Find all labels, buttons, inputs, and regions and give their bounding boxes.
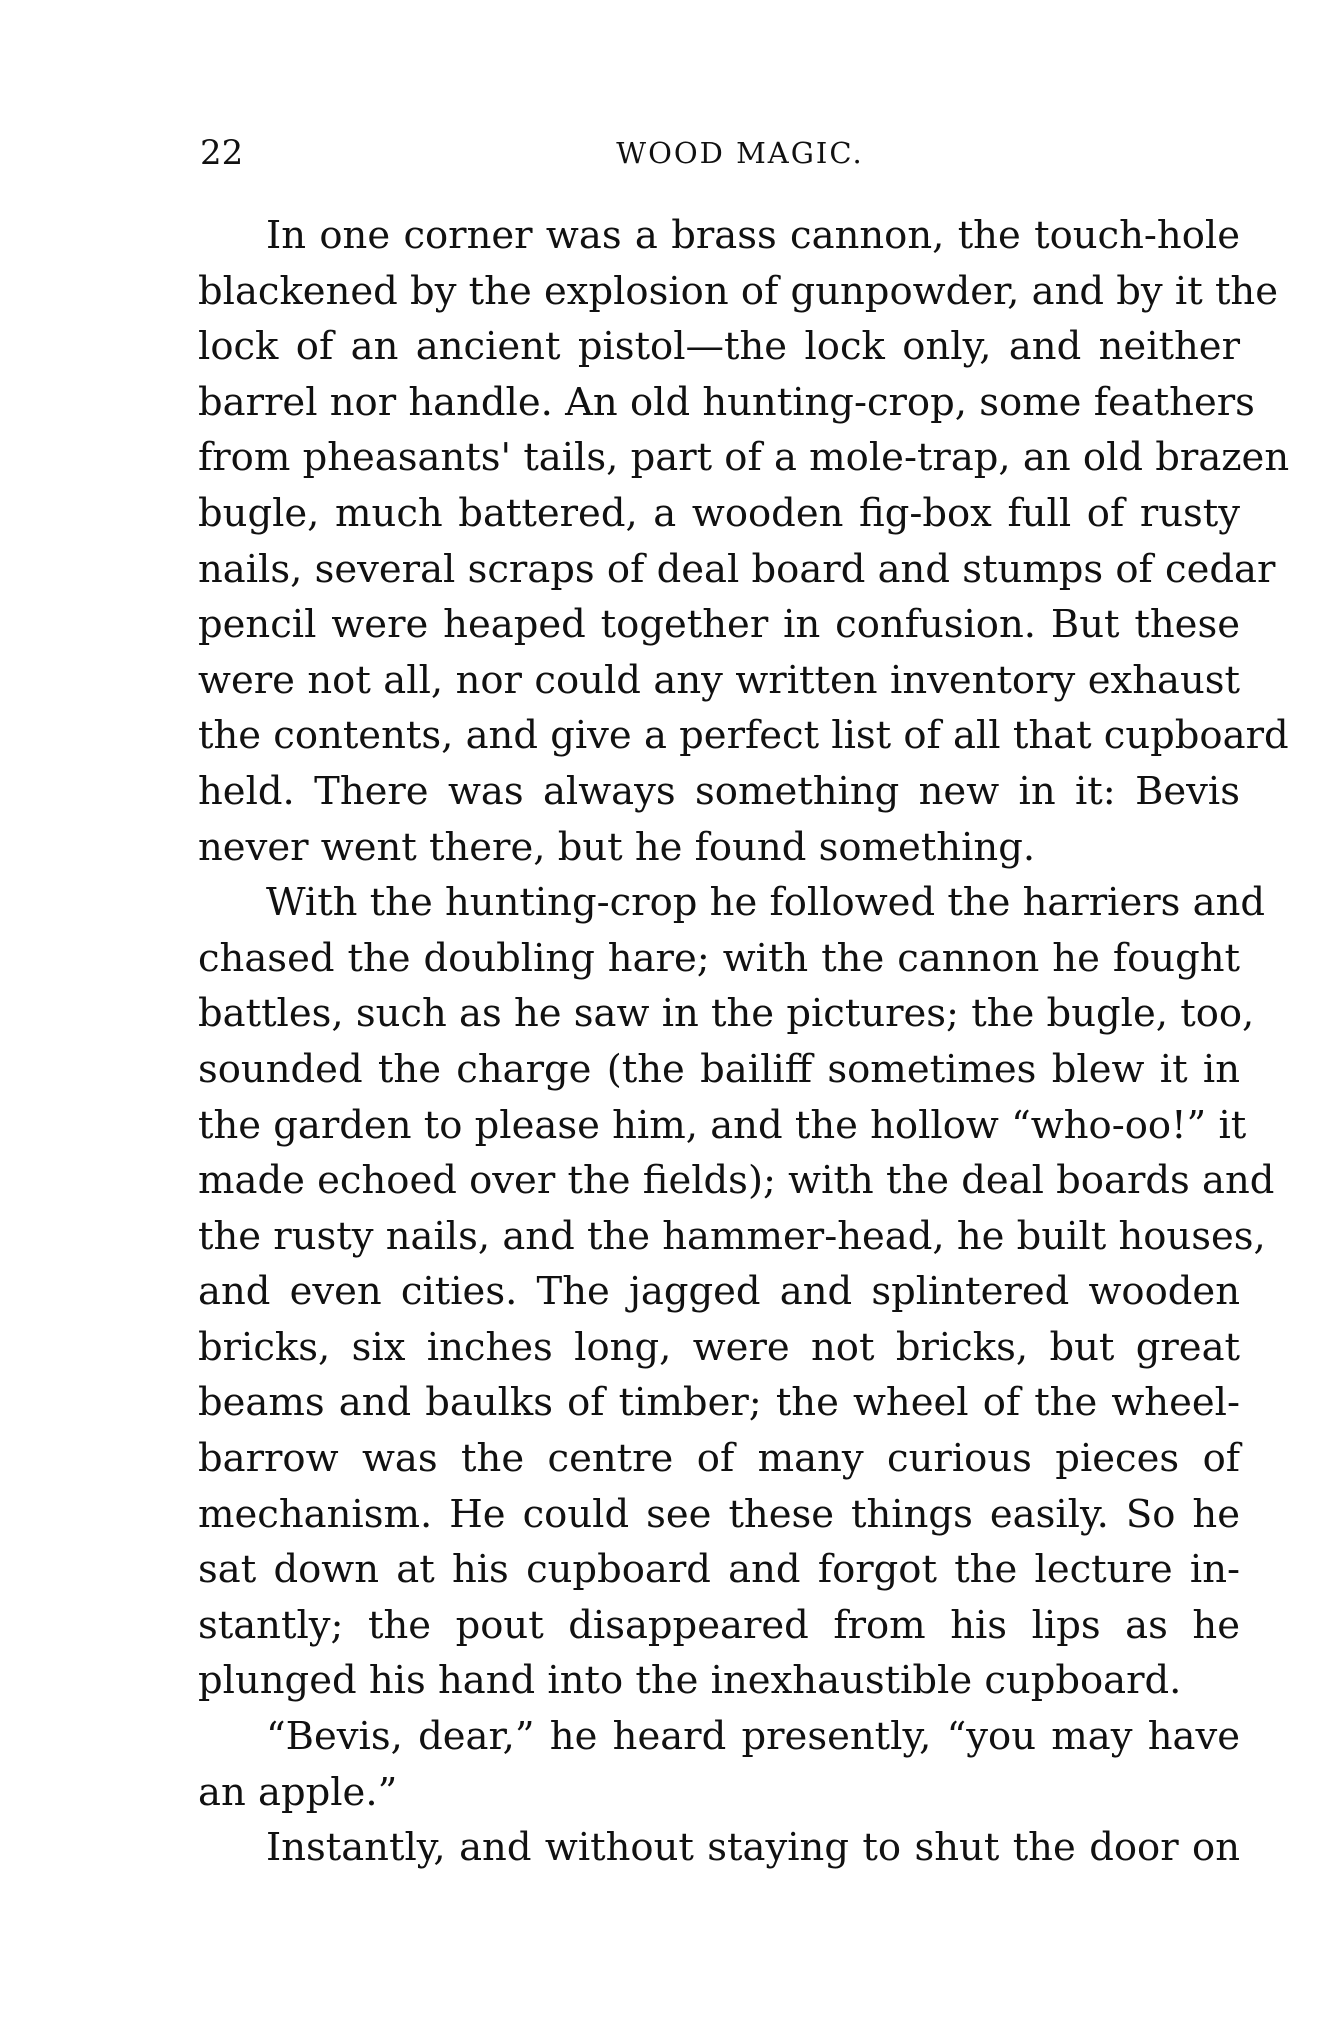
text-line: made echoed over the fields); with the deal boards and <box>198 1158 1275 1204</box>
text-line: “Bevis, dear,” he heard presently, “you may have <box>266 1714 1240 1760</box>
running-title: WOOD MAGIC. <box>616 136 864 170</box>
running-head <box>200 128 1240 178</box>
text-line: lock of an ancient pistol—the lock only, and neither <box>198 324 1240 370</box>
paragraph <box>198 208 1290 875</box>
text-line: chased the doubling hare; with the cannon he fought <box>198 935 1240 981</box>
text-line: mechanism. He could see these things easily. So he <box>198 1491 1240 1537</box>
text-line: sat down at his cupboard and forgot the lecture in- <box>198 1547 1240 1593</box>
text-line: never went there, but he found something. <box>198 824 1036 870</box>
text-line: the rusty nails, and the hammer-head, he built houses, <box>198 1213 1266 1259</box>
text-line: held. There was always something new in it: Bevis <box>198 768 1240 814</box>
text-line: the garden to please him, and the hollow “who-oo!” it <box>198 1102 1247 1148</box>
text-line: nails, several scraps of deal board and stumps of cedar <box>198 546 1276 592</box>
paragraph <box>198 1820 1240 1876</box>
text-line: and even cities. The jagged and splintered wooden <box>198 1269 1240 1315</box>
text-line: an apple.” <box>198 1769 398 1815</box>
text-line: blackened by the explosion of gunpowder, and by it the <box>198 268 1278 314</box>
text-line: plunged his hand into the inexhaustible cupboard. <box>198 1658 1182 1704</box>
text-line: beams and baulks of timber; the wheel of the wheel- <box>198 1380 1240 1426</box>
text-line: barrow was the centre of many curious pieces of <box>198 1436 1240 1482</box>
text-line: stantly; the pout disappeared from his lips as he <box>198 1602 1240 1648</box>
text-line: With the hunting-crop he followed the harriers and <box>266 880 1266 926</box>
text-line: the contents, and give a perfect list of all that cupboard <box>198 713 1289 759</box>
text-line: were not all, nor could any written inventory exhaust <box>198 657 1240 703</box>
text-line: bugle, much battered, a wooden fig-box full of rusty <box>198 490 1240 536</box>
text-line: pencil were heaped together in confusion. But these <box>198 602 1240 648</box>
text-line: sounded the charge (the bailiff sometimes blew it in <box>198 1046 1240 1092</box>
paragraph <box>198 1709 1240 1820</box>
text-line: Instantly, and without staying to shut the door on <box>266 1825 1240 1871</box>
text-line: bricks, six inches long, were not bricks, but great <box>198 1324 1240 1370</box>
text-line: battles, such as he saw in the pictures; the bugle, too, <box>198 991 1255 1037</box>
text-line: from pheasants' tails, part of a mole-trap, an old brazen <box>198 435 1290 481</box>
text-line: In one corner was a brass cannon, the touch-hole <box>266 213 1240 258</box>
page-number: 22 <box>200 133 244 173</box>
paragraph <box>198 875 1275 1709</box>
text-line: barrel nor handle. An old hunting-crop, some feathers <box>198 379 1255 425</box>
body-text <box>198 208 1290 1876</box>
